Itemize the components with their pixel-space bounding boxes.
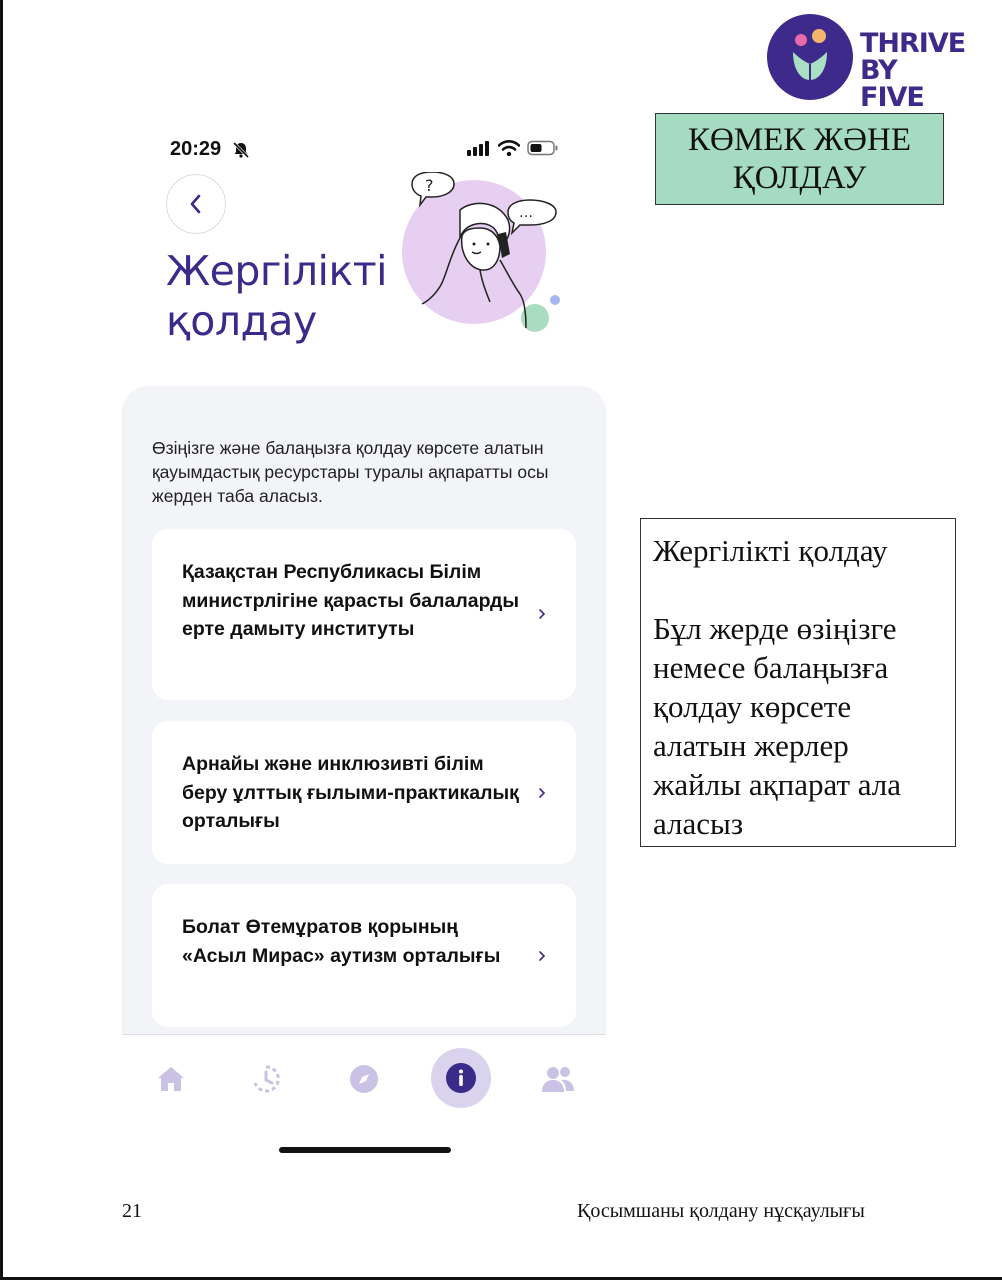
- status-indicators: [467, 140, 559, 156]
- section-title-line2: ҚОЛДАУ: [732, 160, 867, 196]
- info-icon: [445, 1062, 477, 1094]
- list-item-label: Қазақстан Республикасы Білім министрлігіне қарасты балаларды ерте дамыту институты: [182, 561, 520, 640]
- logo-text: THRIVE BY FIVE: [860, 28, 966, 113]
- page-title: Жергілікті қолдау: [166, 247, 387, 345]
- chevron-right-icon: [538, 950, 546, 962]
- home-indicator: [279, 1147, 451, 1153]
- woman-on-phone-illustration: [402, 172, 567, 337]
- list-item-asyl-miras-center[interactable]: [152, 884, 576, 1027]
- status-time: 20:29: [170, 138, 222, 160]
- description-box: [640, 518, 956, 847]
- list-item-label: Арнайы және инклюзивті білім беру ұлттық ғылыми-практикалық орталығы: [182, 753, 519, 832]
- home-icon: [155, 1064, 187, 1094]
- svg-text:…: …: [519, 205, 533, 221]
- people-icon: [541, 1064, 575, 1094]
- compass-icon: [348, 1063, 380, 1095]
- intro-text: Өзіңізге және балаңызға қолдау көрсете алатын қауымдастық ресурстары туралы ақпаратты осы жерден таба аласыз.: [152, 438, 549, 506]
- chevron-right-icon: [538, 787, 546, 799]
- list-item-inclusive-education-center[interactable]: [152, 721, 576, 864]
- history-icon: [250, 1063, 282, 1095]
- bell-muted-icon: [232, 141, 250, 159]
- nav-explore-button[interactable]: [343, 1058, 385, 1100]
- footer-title: Қосымшаны қолдану нұсқаулығы: [577, 1200, 865, 1222]
- nav-home-button[interactable]: [150, 1058, 192, 1100]
- battery-icon: [527, 140, 559, 156]
- back-button[interactable]: [166, 174, 226, 234]
- page-number: 21: [122, 1200, 142, 1222]
- chevron-left-icon: [188, 193, 204, 215]
- nav-info-button[interactable]: [431, 1048, 491, 1108]
- wifi-icon: [498, 140, 520, 156]
- list-item-early-development-institute[interactable]: [152, 529, 576, 700]
- chevron-right-icon: [538, 608, 546, 620]
- nav-community-button[interactable]: [537, 1058, 579, 1100]
- section-title-box: [655, 113, 944, 205]
- nav-history-button[interactable]: [245, 1058, 287, 1100]
- description-body: Бұл жерде өзіңізге немесе балаңызға қолдау көрсете алатын жерлер жайлы ақпарат ала аласыз: [653, 611, 901, 841]
- signal-icon: [467, 140, 491, 156]
- thrive-by-five-logo: [767, 14, 966, 113]
- description-title: Жергілікті қолдау: [653, 533, 888, 568]
- section-title-line1: КӨМЕК ЖӘНЕ: [688, 122, 911, 158]
- svg-text:?: ?: [425, 176, 434, 195]
- list-item-label: Болат Өтемұратов қорының «Асыл Мирас» аутизм орталығы: [182, 916, 501, 967]
- nav-divider: [122, 1034, 606, 1035]
- logo-emblem-icon: [767, 14, 853, 100]
